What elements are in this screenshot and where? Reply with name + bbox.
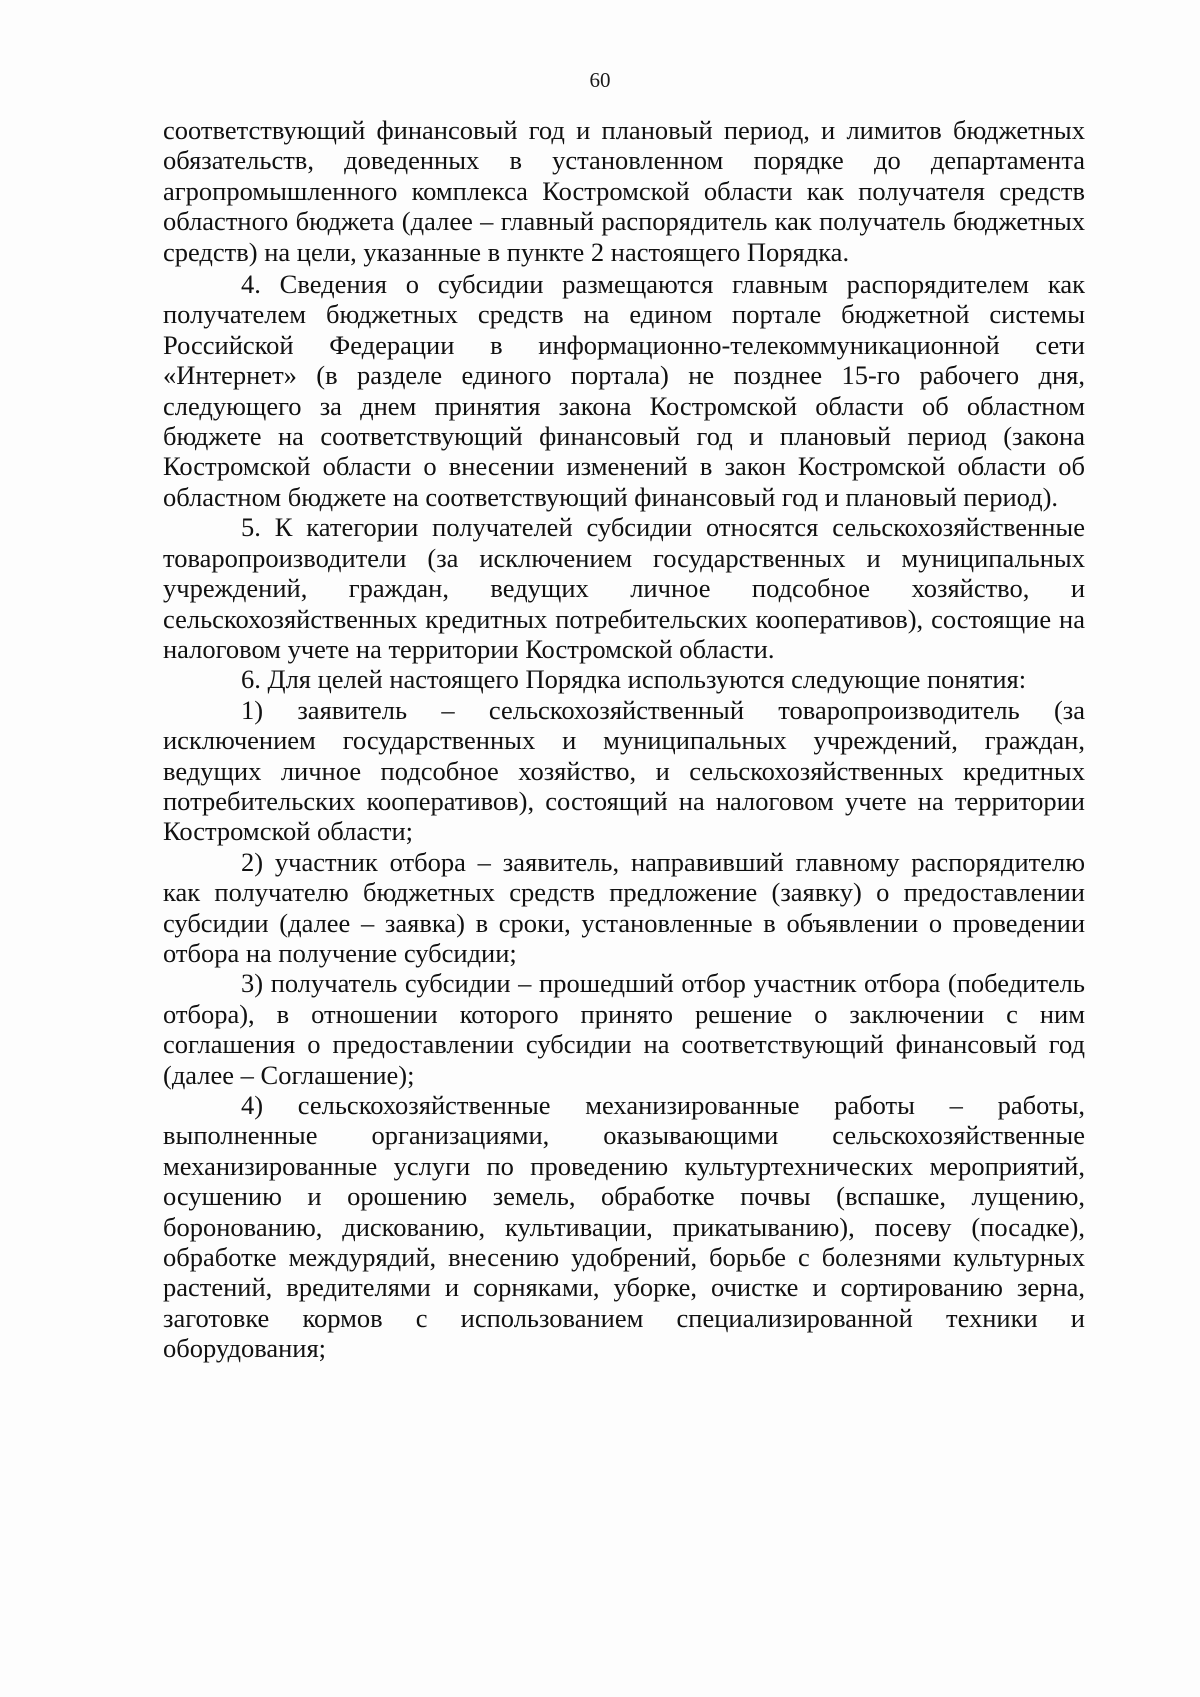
paragraph-item-5: 5. К категории получателей субсидии относятся сельскохозяйственные товаропроизводители (за исключением государственных и муниципальных учреждений, граждан, ведущих личное подсобное хозяйство, и сельскохозяйственных кредитных потребительских кооперативов), состоящие на налоговом учете на территории Костромской области. [163, 512, 1085, 664]
definition-item-2: 2) участник отбора – заявитель, направивший главному распорядителю как получателю бюджетных средств предложение (заявку) о предоставлении субсидии (далее – заявка) в сроки, установленные в объявлении о проведении отбора на получение субсидии; [163, 846, 1085, 968]
paragraph-continuation: соответствующий финансовый год и плановый период, и лимитов бюджетных обязательств, доведенных в установленном порядке до департамента агропромышленного комплекса Костромской области как получателя средств областного бюджета (далее – главный распорядитель как получатель бюджетных средств) на цели, указанные в пункте 2 настоящего Порядка. [163, 115, 1085, 267]
document-body [163, 115, 1085, 1364]
paragraph-item-4: 4. Сведения о субсидии размещаются главным распорядителем как получателем бюджетных средств на едином портале бюджетной системы Российской Федерации в информационно-телекоммуникационной сети «Интернет» (в разделе единого портала) не позднее 15-го рабочего дня, следующего за днем принятия закона Костромской области об областном бюджете на соответствующий финансовый год и плановый период (закона Костромской области о внесении изменений в закон Костромской области об областном бюджете на соответствующий финансовый год и плановый период). [163, 269, 1085, 512]
paragraph-item-6: 6. Для целей настоящего Порядка используются следующие понятия: [241, 664, 1027, 695]
definition-item-3: 3) получатель субсидии – прошедший отбор участник отбора (победитель отбора), в отношении которого принято решение о заключении с ним соглашения о предоставлении субсидии на соответствующий финансовый год (далее – Соглашение); [163, 968, 1085, 1090]
definition-item-4: 4) сельскохозяйственные механизированные работы – работы, выполненные организациями, оказывающими сельскохозяйственные механизированные услуги по проведению культуртехнических мероприятий, осушению и орошению земель, обработке почвы (вспашке, лущению, боронованию, дискованию, культивации, прикатыванию), посеву (посадке), обработке междурядий, внесению удобрений, борьбе с болезнями культурных растений, вредителями и сорняками, уборке, очистке и сортированию зерна, заготовке кормов с использованием специализированной техники и оборудования; [163, 1090, 1085, 1364]
definition-item-1: 1) заявитель – сельскохозяйственный товаропроизводитель (за исключением государственных и муниципальных учреждений, граждан, ведущих личное подсобное хозяйство, и сельскохозяйственных кредитных потребительских кооперативов), состоящий на налоговом учете на территории Костромской области; [163, 694, 1085, 847]
page-number: 60 [589, 68, 611, 92]
